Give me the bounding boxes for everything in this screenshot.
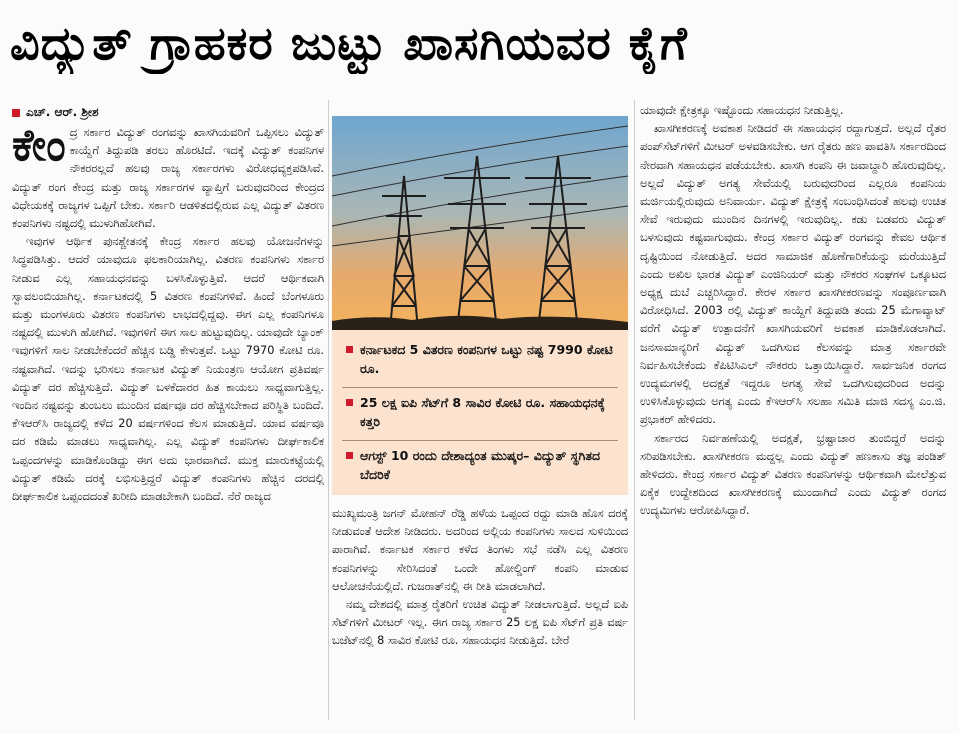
highlights-box (332, 330, 628, 495)
headline: ವಿದ್ಯುತ್ ಗ್ರಾಹಕರ ಜುಟ್ಟು ಖಾಸಗಿಯವರ ಕೈಗೆ (10, 16, 688, 70)
article-column-3 (640, 102, 946, 722)
paragraph-5: ಯಾವುದೇ ಕ್ಷೇತ್ರಕ್ಕೂ ಇಷ್ಟೊಂದು ಸಹಾಯಧನ ನೀಡುತ್ತಿಲ್ಲ. (640, 104, 844, 117)
column-rule (634, 100, 635, 720)
bullet-square-icon (12, 109, 20, 117)
byline-text: ಎಚ್. ಆರ್. ಶ್ರೀಶ (26, 105, 99, 119)
paragraph-3: ಮುಖ್ಯಮಂತ್ರಿ ಜಗನ್ ಮೋಹನ್ ರೆಡ್ಡಿ ಹಳೆಯ ಒಪ್ಪಂದ ರದ್ದು ಮಾಡಿ ಹೊಸ ದರಕ್ಕೆ ನೀಡುವಂತೆ ಆದೇಶ ನೀಡಿದರು. ಅದರಿಂದ ಅಲ್ಲಿಯ ಕಂಪನಿಗಳು ಸಾಲದ ಸುಳಿಯಿಂದ ಪಾರಾಗಿವೆ. ಕರ್ನಾಟಕ ಸರ್ಕಾರ ಕಳೆದ ತಿಂಗಳು ಸಭೆ ನಡೆಸಿ ಎಲ್ಲ ವಿತರಣ ಕಂಪನಿಗಳನ್ನು ಸೇರಿಸಿದಂತೆ ಒಂದೇ ಹೋಲ್ಡಿಂಗ್ ಕಂಪನಿ ಮಾಡುವ ಆಲೋಚನೆಯಲ್ಲಿದೆ. ಗುಜರಾತ್‌ನಲ್ಲಿ ಈ ರೀತಿ ಮಾಡಲಾಗಿದೆ. (332, 507, 628, 593)
column-rule (328, 100, 329, 720)
divider (342, 440, 618, 441)
divider (342, 387, 618, 388)
highlight-item: ಆಗಸ್ಟ್ 10 ರಂದು ದೇಶಾದ್ಯಂತ ಮುಷ್ಕರ– ವಿದ್ಯುತ್ ಸ್ಥಗಿತದ ಬೆದರಿಕೆ (346, 446, 618, 484)
article-column-1 (12, 124, 324, 724)
bullet-square-icon (346, 346, 353, 353)
power-tower-photo (332, 116, 628, 330)
paragraph-6: ಖಾಸಗೀಕರಣಕ್ಕೆ ಅವಕಾಶ ನೀಡಿದರೆ ಈ ಸಹಾಯಧನ ರದ್ದಾಗುತ್ತದೆ. ಅಲ್ಲದೆ ರೈತರ ಪಂಪ್‌ಸೆಟ್‌ಗಳಿಗೆ ಮೀಟರ್ ಅಳವಡಿಸಬೇಕು. ಆಗ ರೈತರು ಹಣ ಪಾವತಿಸಿ ಸರ್ಕಾರದಿಂದ ನೇರವಾಗಿ ಸಹಾಯಧನ ಪಡೆಯಬೇಕು. ಖಾಸಗಿ ಕಂಪನಿ ಈ ಜವಾಬ್ದಾರಿ ಹೊರುವುದಿಲ್ಲ. ಅಲ್ಲದೆ ವಿದ್ಯುತ್ ಅಗತ್ಯ ಸೇವೆಯಲ್ಲಿ ಬರುವುದರಿಂದ ಎಲ್ಲರೂ ಕಂಪನಿಯ ಮರ್ಜಿಯಲ್ಲಿರುವುದು ಅನಿವಾರ್ಯ. ವಿದ್ಯುತ್ ಕ್ಷೇತ್ರಕ್ಕೆ ಸಂಬಂಧಿಸಿದಂತೆ ಹಲವು ಉಚಿತ ಸೇವೆ ಇರುವುದು ಮುಂದಿನ ದಿನಗಳಲ್ಲಿ ಇರುವುದಿಲ್ಲ. ಕಡು ಬಡವರು ವಿದ್ಯುತ್ ಬಳಸುವುದು ಕಷ್ಟವಾಗುವುದು. ಕೇಂದ್ರ ಸರ್ಕಾರ ವಿದ್ಯುತ್ ರಂಗವನ್ನು ಕೇವಲ ಆರ್ಥಿಕ ದೃಷ್ಟಿಯಿಂದ ನೋಡುತ್ತಿದೆ. ಅದರ ಸಾಮಾಜಿಕ ಹೊಣೆಗಾರಿಕೆಯನ್ನು ಮರೆಯುತ್ತಿದೆ ಎಂದು ಅಖಿಲ ಭಾರತ ವಿದ್ಯುತ್ ಎಂಜಿನಿಯರ್ ಮತ್ತು ನೌಕರರ ಸಂಘಗಳ ಒಕ್ಕೂಟದ ಅಧ್ಯಕ್ಷ ದುಬೆ ಎಚ್ಚರಿಸಿದ್ದಾರೆ. ಕೇರಳ ಸರ್ಕಾರ ಖಾಸಗೀಕರಣವನ್ನು ಸಂಪೂರ್ಣವಾಗಿ ವಿರೋಧಿಸಿದೆ. 2003 ರಲ್ಲಿ ವಿದ್ಯುತ್ ಕಾಯ್ದೆಗೆ ತಿದ್ದುಪಡಿ ತಂದು 25 ಮೆಗಾವ್ಯಾಟ್ ವರೆಗೆ ವಿದ್ಯುತ್ ಉತ್ಪಾದನೆಗೆ ಖಾಸಗಿಯವರಿಗೆ ಅವಕಾಶ ಮಾಡಿಕೊಡಲಾಗಿದೆ. ಜನಸಾಮಾನ್ಯರಿಗೆ ವಿದ್ಯುತ್ ಒದಗಿಸುವ ಕೆಲಸವನ್ನು ಮಾತ್ರ ಸರ್ಕಾರವೇ ನಿರ್ವಹಿಸಬೇಕೆಂದು ಕೆಪಿಟಿಸಿಎಲ್ ನೌಕರರು ಒತ್ತಾಯಿಸಿದ್ದಾರೆ. ಸಾರ್ವಜನಿಕ ರಂಗದ ಉದ್ಯಮಗಳಲ್ಲಿ ಅದಕ್ಷತೆ ಇದ್ದರೂ ಅಗತ್ಯ ಸೇವೆ ಒದಗಿಸುವುದರಿಂದ ಅದನ್ನು ಉಳಿಸಿಕೊಳ್ಳುವುದು ಅಗತ್ಯ ಎಂದು ಕೆಇಆರ್‌ಸಿ ಸಲಹಾ ಸಮಿತಿ ಮಾಜಿ ಸದಸ್ಯ ಎಂ.ಜಿ. ಪ್ರಭಾಕರ್ ಹೇಳಿದರು. (640, 122, 946, 427)
bullet-square-icon (346, 452, 353, 459)
paragraph-7: ಸರ್ಕಾರದ ನಿರ್ವಹಣೆಯಲ್ಲಿ ಅದಕ್ಷತೆ, ಭ್ರಷ್ಟಾಚಾರ ತುಂಬಿದ್ದರೆ ಅದನ್ನು ಸರಿಪಡಿಸಬೇಕು. ಖಾಸಗೀಕರಣ ಮದ್ದಲ್ಲ ಎಂದು ವಿದ್ಯುತ್ ಹಣಕಾಸು ತಜ್ಞ ಪಂಡಿತ್ ಹೇಳಿದರು. ಕೇಂದ್ರ ಸರ್ಕಾರ ವಿದ್ಯುತ್ ವಿತರಣ ಕಂಪನಿಗಳನ್ನು ಆರ್ಥಿಕವಾಗಿ ಮೇಲೆತ್ತುವ ಏಕೈಕ ಉದ್ದೇಶದಿಂದ ಖಾಸಗೀಕರಣಕ್ಕೆ ಮುಂದಾಗಿದೆ ಎಂದು ವಿದ್ಯುತ್ ರಂಗದ ಉದ್ಯಮಿಗಳು ಆರೋಪಿಸಿದ್ದಾರೆ. (640, 431, 946, 518)
paragraph-2: ಇವುಗಳ ಆರ್ಥಿಕ ಪುನಶ್ಚೇತನಕ್ಕೆ ಕೇಂದ್ರ ಸರ್ಕಾರ ಹಲವು ಯೋಜನೆಗಳನ್ನು ಸಿದ್ಧಪಡಿಸಿತ್ತು. ಆದರೆ ಯಾವುದೂ ಫಲಕಾರಿಯಾಗಿಲ್ಲ. ವಿತರಣ ಕಂಪನಿಗಳು ಸರ್ಕಾರ ನೀಡುವ ಎಲ್ಲ ಸಹಾಯಧನವನ್ನು ಬಳಸಿಕೊಳ್ಳುತ್ತಿವೆ. ಆದರೆ ಆರ್ಥಿಕವಾಗಿ ಸ್ವಾವಲಂಬಿಯಾಗಿಲ್ಲ. ಕರ್ನಾಟಕದಲ್ಲಿ 5 ವಿತರಣ ಕಂಪನಿಗಳಿವೆ. ಹಿಂದೆ ಬೆಂಗಳೂರು ಮತ್ತು ಮಂಗಳೂರು ವಿತರಣ ಕಂಪನಿಗಳು ಲಾಭದಲ್ಲಿದ್ದವು. ಈಗ ಎಲ್ಲ ಕಂಪನಿಗಳೂ ನಷ್ಟದಲ್ಲಿ ಮುಳುಗಿ ಹೋಗಿವೆ. ಇವುಗಳಿಗೆ ಈಗ ಸಾಲ ಹುಟ್ಟುವುದಿಲ್ಲ. ಯಾವುದೇ ಬ್ಯಾಂಕ್ ಇವುಗಳಿಗೆ ಸಾಲ ನೀಡಬೇಕೆಂದರೆ ಹೆಚ್ಚಿನ ಬಡ್ಡಿ ಕೇಳುತ್ತವೆ. ಒಟ್ಟು 7970 ಕೋಟಿ ರೂ. ನಷ್ಟವಾಗಿದೆ. ಇದನ್ನು ಭರಿಸಲು ಕರ್ನಾಟಕ ವಿದ್ಯುತ್ ನಿಯಂತ್ರಣ ಆಯೋಗ ಪ್ರತಿವರ್ಷ ವಿದ್ಯುತ್ ದರ ಹೆಚ್ಚಿಸುತ್ತಿದೆ. ವಿದ್ಯುತ್ ಬಳಕೆದಾರರ ಹಿತ ಕಾಯಲು ಸಾಧ್ಯವಾಗುತ್ತಿಲ್ಲ. ಇಂದಿನ ನಷ್ಟವನ್ನು ತುಂಬಲು ಮುಂದಿನ ವರ್ಷವೂ ದರ ಹೆಚ್ಚಿಸಬೇಕಾದ ಪರಿಸ್ಥಿತಿ ಬಂದಿದೆ. ಕೆಇಆರ್‌ಸಿ ರಾಜ್ಯದಲ್ಲಿ ಕಳೆದ 20 ವರ್ಷಗಳಿಂದ ಕೆಲಸ ಮಾಡುತ್ತಿದೆ. ಯಾವ ವರ್ಷವೂ ದರ ಕಡಿಮೆ ಮಾಡಲು ಸಾಧ್ಯವಾಗಿಲ್ಲ. ಎಲ್ಲ ವಿದ್ಯುತ್ ಕಂಪನಿಗಳು ದೀರ್ಘಕಾಲಿಕ ಒಪ್ಪಂದಗಳನ್ನು ಮಾಡಿಕೊಂಡಿದ್ದು ಈಗ ಅದು ಭಾರವಾಗಿದೆ. ಮುಕ್ತ ಮಾರುಕಟ್ಟೆಯಲ್ಲಿ ವಿದ್ಯುತ್ ಕಡಿಮೆ ದರಕ್ಕೆ ಲಭಿಸುತ್ತಿದ್ದರೆ ವಿದ್ಯುತ್ ಕಂಪನಿಗಳು ಹೆಚ್ಚಿನ ದರದಲ್ಲಿ ದೀರ್ಘಕಾಲಿಕ ಒಪ್ಪಂದದಂತೆ ಖರೀದಿ ಮಾಡಬೇಕಾಗಿ ಬಂದಿದೆ. ನೆರೆ ರಾಜ್ಯದ (12, 235, 324, 504)
highlight-item: 25 ಲಕ್ಷ ಐಪಿ ಸೆಟ್‌ಗೆ 8 ಸಾವಿರ ಕೋಟಿ ರೂ. ಸಹಾಯಧನಕ್ಕೆ ಕತ್ತರಿ (346, 393, 618, 431)
paragraph-1: ದ್ರ ಸರ್ಕಾರ ವಿದ್ಯುತ್ ರಂಗವನ್ನು ಖಾಸಗಿಯವರಿಗೆ ಒಪ್ಪಿಸಲು ವಿದ್ಯುತ್ ಕಾಯ್ದೆಗೆ ತಿದ್ದುಪಡಿ ತರಲು ಹೊರಟಿದೆ. ಇದಕ್ಕೆ ವಿದ್ಯುತ್ ಕಂಪನಿಗಳ ನೌಕರರಲ್ಲದೆ ಹಲವು ರಾಜ್ಯ ಸರ್ಕಾರಗಳು ವಿರೋಧವ್ಯಕ್ತಪಡಿಸಿವೆ. ವಿದ್ಯುತ್ ರಂಗ ಕೇಂದ್ರ ಮತ್ತು ರಾಜ್ಯ ಸರ್ಕಾರಗಳ ವ್ಯಾಪ್ತಿಗೆ ಬರುವುದರಿಂದ ಕೇಂದ್ರದ ವಿಧೇಯಕಕ್ಕೆ ರಾಜ್ಯಗಳ ಒಪ್ಪಿಗೆ ಬೇಕು. ಸರ್ಕಾರಿ ಆಡಳಿತದಲ್ಲಿರುವ ಎಲ್ಲ ವಿದ್ಯುತ್ ವಿತರಣ ಕಂಪನಿಗಳು ನಷ್ಟದಲ್ಲಿ ಮುಳುಗಿಹೋಗಿವೆ. (12, 126, 324, 231)
byline (12, 103, 99, 121)
transmission-towers-image (332, 116, 628, 330)
article-column-2 (332, 505, 628, 725)
paragraph-4: ನಮ್ಮ ದೇಶದಲ್ಲಿ ಮಾತ್ರ ರೈತರಿಗೆ ಉಚಿತ ವಿದ್ಯುತ್ ನೀಡಲಾಗುತ್ತಿದೆ. ಅಲ್ಲದೆ ಐಪಿ ಸೆಟ್‌ಗಳಿಗೆ ಮೀಟರ್ ಇಲ್ಲ. ಈಗ ರಾಜ್ಯ ಸರ್ಕಾರ 25 ಲಕ್ಷ ಐಪಿ ಸೆಟ್‌ಗೆ ಪ್ರತಿ ವರ್ಷ ಬಜೆಟ್‌ನಲ್ಲಿ 8 ಸಾವಿರ ಕೋಟಿ ರೂ. ಸಹಾಯಧನ ನೀಡುತ್ತಿದೆ. ಬೇರೆ (332, 598, 628, 648)
bullet-square-icon (346, 399, 353, 406)
highlight-item: ಕರ್ನಾಟಕದ 5 ವಿತರಣ ಕಂಪನಿಗಳ ಒಟ್ಟು ನಷ್ಟ 7990 ಕೋಟಿ ರೂ. (346, 340, 618, 378)
dropcap: ಕೇಂ (12, 124, 66, 171)
